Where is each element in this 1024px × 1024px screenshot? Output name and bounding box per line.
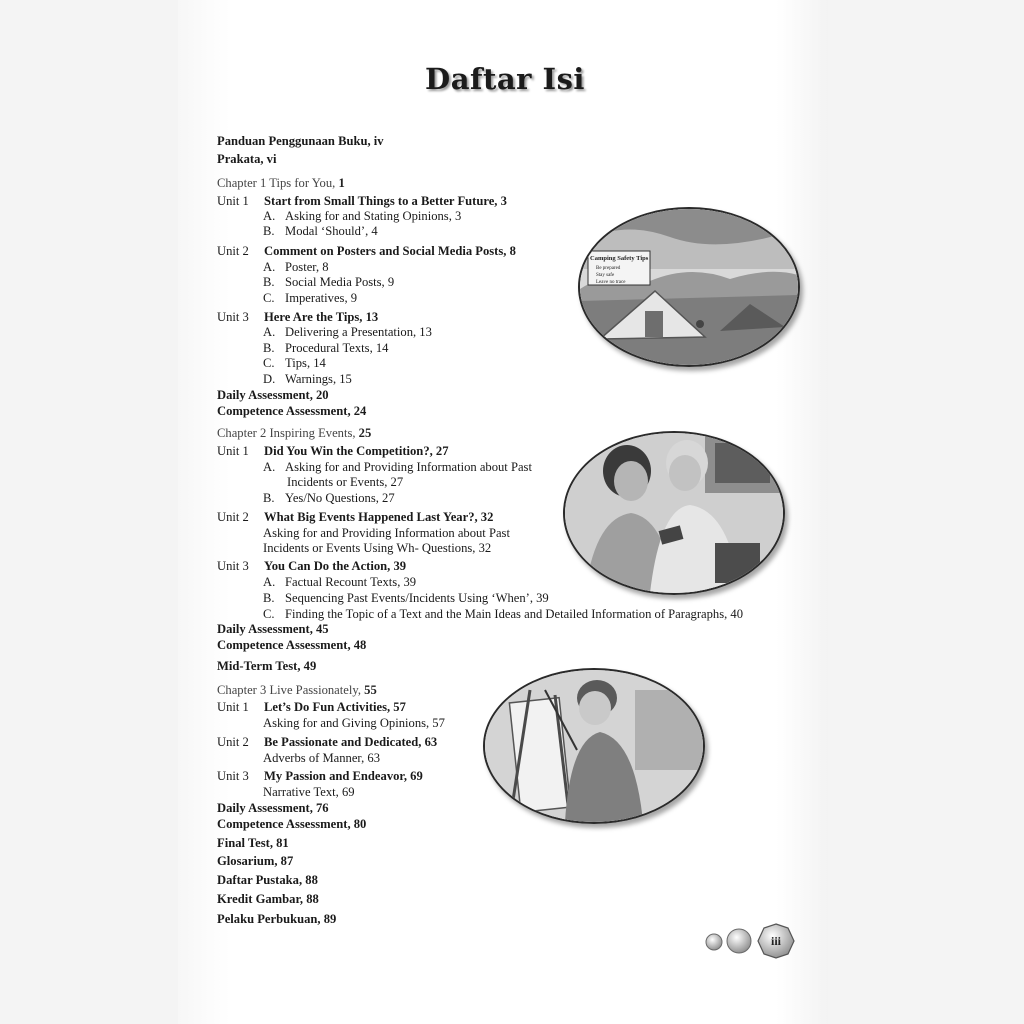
toc-subentry [263,491,395,506]
unit-label: Unit 3 [217,559,249,573]
toc-entry [217,622,329,637]
camping-illustration [578,207,800,367]
toc-entry-text: Panduan Penggunaan Buku, iv [217,134,384,148]
toc-subentry-continuation [287,475,403,490]
subentry-text: Warnings, 15 [285,372,352,386]
camp-sign-item: Stay safe [596,273,615,278]
subentry-letter: A. [263,460,276,474]
toc-entry [217,638,366,653]
toc-subentry [263,372,352,387]
toc-unit [217,735,437,750]
camp-sign-title: Camping Safety Tips [590,255,649,262]
subentry-letter: B. [263,275,275,289]
toc-subentry [263,209,461,224]
toc-plain-entry [263,541,491,556]
toc-unit [217,444,449,459]
chapter-page: 55 [364,683,377,697]
subentry-text: Delivering a Presentation, 13 [285,325,432,339]
unit-title: Start from Small Things to a Better Future, 3 [264,194,507,208]
unit-title: Comment on Posters and Social Media Posts, 8 [264,244,516,258]
chapter-title: Chapter 3 Live Passionately, [217,683,361,697]
toc-entry-text: Glosarium, 87 [217,854,294,868]
unit-label: Unit 1 [217,444,249,458]
toc-unit [217,769,423,784]
subentry-text: Procedural Texts, 14 [285,341,389,355]
toc-entry [217,892,319,907]
subentry-letter: A. [263,209,276,223]
toc-entry [217,836,289,851]
subentry-letter: B. [263,224,275,238]
toc-entry-text: Mid-Term Test, 49 [217,659,317,673]
toc-unit [217,510,493,525]
unit-label: Unit 1 [217,194,249,208]
toc-unit [217,559,406,574]
people-photo [563,431,785,595]
toc-chapter [217,176,345,191]
subentry-letter: C. [263,607,275,621]
toc-entry [217,388,329,403]
toc-entry-text: Kredit Gambar, 88 [217,892,319,906]
toc-entry-text: Daftar Pustaka, 88 [217,873,318,887]
toc-entry-text: Prakata, vi [217,152,277,166]
toc-entry [217,404,366,419]
unit-label: Unit 3 [217,769,249,783]
camp-sign-item: Be prepared [596,266,621,271]
plain-entry-text: Incidents or Events Using Wh- Questions, 32 [263,541,492,555]
toc-entry-text: Daily Assessment, 45 [217,622,329,636]
toc-plain-entry [263,526,510,541]
toc-subentry [263,575,416,590]
toc-subentry [263,607,743,622]
subentry-text: Yes/No Questions, 27 [285,491,395,505]
subentry-text: Imperatives, 9 [285,291,358,305]
toc-entry [217,801,329,816]
toc-entry [217,659,316,674]
boy-painting-photo [483,668,705,824]
toc-subentry [263,341,388,356]
subentry-letter: A. [263,575,276,589]
chapter-page: 25 [358,426,372,440]
toc-unit [217,244,516,259]
subentry-text: Incidents or Events, 27 [287,475,404,489]
toc-entry [217,152,276,167]
plain-entry-text: Asking for and Providing Information about Past [263,526,510,540]
unit-label: Unit 2 [217,735,249,749]
unit-label: Unit 1 [217,700,249,714]
chapter-title: Chapter 1 Tips for You, [217,176,336,190]
toc-subentry [263,460,532,475]
plain-entry-text: Asking for and Giving Opinions, 57 [263,716,445,730]
toc-unit [217,700,406,715]
toc-chapter [217,426,371,441]
toc-entry-text: Competence Assessment, 80 [217,817,367,831]
unit-label: Unit 2 [217,244,249,258]
subentry-text: Sequencing Past Events/Incidents Using ‘When’, 39 [285,591,549,605]
subentry-letter: A. [263,325,276,339]
toc-entry-text: Daily Assessment, 76 [217,801,329,815]
subentry-text: Asking for and Providing Information about Past [285,460,532,474]
subentry-letter: B. [263,341,275,355]
page-number-badge [704,922,798,960]
toc-plain-entry [263,716,445,731]
subentry-text: Poster, 8 [285,260,329,274]
subentry-letter: C. [263,291,275,305]
toc-entry [217,817,366,832]
toc-entry [217,854,293,869]
toc-entry-text: Pelaku Perbukuan, 89 [217,912,337,926]
toc-entry [217,134,384,149]
unit-title: You Can Do the Action, 39 [264,559,407,573]
toc-subentry [263,591,549,606]
subentry-text: Asking for and Stating Opinions, 3 [285,209,462,223]
toc-entry-text: Daily Assessment, 20 [217,388,329,402]
subentry-letter: B. [263,491,275,505]
toc-entry-text: Final Test, 81 [217,836,289,850]
unit-label: Unit 2 [217,510,249,524]
toc-chapter [217,683,377,698]
toc-subentry [263,275,394,290]
toc-subentry [263,291,357,306]
unit-label: Unit 3 [217,310,249,324]
subentry-text: Social Media Posts, 9 [285,275,395,289]
subentry-text: Finding the Topic of a Text and the Main Ideas and Detailed Information of Paragraphs, 40 [285,607,744,621]
unit-title: Here Are the Tips, 13 [264,310,379,324]
chapter-title: Chapter 2 Inspiring Events, [217,426,356,440]
unit-title: Did You Win the Competition?, 27 [264,444,449,458]
toc-subentry [263,260,329,275]
toc-entry [217,873,318,888]
subentry-text: Tips, 14 [285,356,326,370]
plain-entry-text: Adverbs of Manner, 63 [263,751,381,765]
toc-subentry [263,325,432,340]
unit-title: Let’s Do Fun Activities, 57 [264,700,406,714]
chapter-page: 1 [338,176,345,190]
camp-sign-item: Leave no trace [596,280,626,285]
toc-entry [217,912,336,927]
subentry-letter: C. [263,356,275,370]
toc-entry-text: Competence Assessment, 24 [217,404,367,418]
toc-unit [217,310,378,325]
plain-entry-text: Narrative Text, 69 [263,785,355,799]
unit-title: What Big Events Happened Last Year?, 32 [264,510,494,524]
toc-entry-text: Competence Assessment, 48 [217,638,367,652]
subentry-text: Factual Recount Texts, 39 [285,575,417,589]
toc-unit [217,194,507,209]
subentry-letter: A. [263,260,276,274]
unit-title: Be Passionate and Dedicated, 63 [264,735,438,749]
subentry-letter: D. [263,372,276,386]
toc-subentry [263,356,326,371]
toc-plain-entry [263,751,380,766]
page-title: Daftar Isi [425,62,585,96]
toc-plain-entry [263,785,355,800]
unit-title: My Passion and Endeavor, 69 [264,769,423,783]
page-number: iii [770,934,782,948]
toc-subentry [263,224,378,239]
subentry-letter: B. [263,591,275,605]
subentry-text: Modal ‘Should’, 4 [285,224,378,238]
